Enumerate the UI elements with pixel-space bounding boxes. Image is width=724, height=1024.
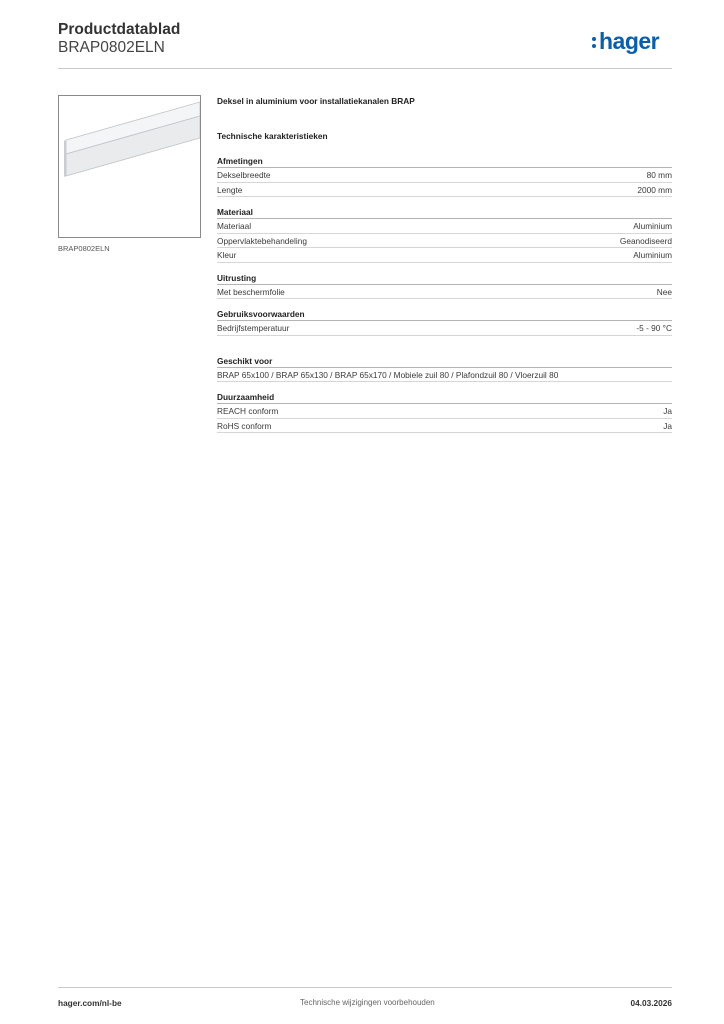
brand-name: hager bbox=[599, 28, 660, 54]
product-code: BRAP0802ELN bbox=[58, 39, 165, 56]
section-title: Geschikt voor bbox=[217, 355, 672, 368]
spec-row bbox=[217, 368, 672, 383]
section-uitrusting bbox=[217, 272, 672, 300]
section-gebruiksvoorwaarden bbox=[217, 308, 672, 336]
spec-label: Kleur bbox=[217, 250, 237, 260]
spec-label: Dekselbreedte bbox=[217, 170, 271, 180]
section-title: Uitrusting bbox=[217, 272, 672, 285]
characteristics-heading: Technische karakteristieken bbox=[217, 131, 328, 141]
section-title: Gebruiksvoorwaarden bbox=[217, 308, 672, 321]
spec-row bbox=[217, 183, 672, 198]
footer-divider bbox=[58, 987, 672, 988]
logo-dots-icon bbox=[592, 34, 597, 50]
footer-website-link[interactable]: hager.com/nl-be bbox=[58, 998, 122, 1008]
spec-row bbox=[217, 419, 672, 434]
spec-row bbox=[217, 248, 672, 263]
section-geschikt-voor bbox=[217, 355, 672, 383]
compatible-products: BRAP 65x100 / BRAP 65x130 / BRAP 65x170 / Mobiele zuil 80 / Plafondzuil 80 / Vloerzuil 80 bbox=[217, 369, 559, 380]
spec-value: 2000 mm bbox=[637, 184, 672, 195]
spec-row bbox=[217, 285, 672, 300]
product-description: Deksel in aluminium voor installatiekanalen BRAP bbox=[217, 96, 415, 106]
section-title: Afmetingen bbox=[217, 155, 672, 168]
spec-row bbox=[217, 219, 672, 234]
section-title: Duurzaamheid bbox=[217, 391, 672, 404]
spec-value: Ja bbox=[663, 406, 672, 416]
spec-value: Ja bbox=[663, 420, 672, 431]
spec-row bbox=[217, 321, 672, 336]
document-title: Productdatablad bbox=[58, 21, 181, 38]
spec-label: Oppervlaktebehandeling bbox=[217, 235, 307, 246]
specifications bbox=[217, 95, 672, 433]
header-divider bbox=[58, 68, 672, 69]
section-afmetingen bbox=[217, 155, 672, 197]
section-materiaal bbox=[217, 206, 672, 263]
spec-label: REACH conform bbox=[217, 406, 279, 416]
spec-label: Bedrijfstemperatuur bbox=[217, 323, 290, 333]
spec-label: Materiaal bbox=[217, 221, 252, 231]
section-duurzaamheid bbox=[217, 391, 672, 433]
footer-date: 04.03.2026 bbox=[630, 998, 672, 1008]
spec-label: Lengte bbox=[217, 184, 243, 195]
spec-label: Met beschermfolie bbox=[217, 286, 285, 297]
spec-value: Aluminium bbox=[633, 250, 672, 260]
spec-row bbox=[217, 404, 672, 419]
footer-notice: Technische wijzigingen voorbehouden bbox=[300, 998, 435, 1007]
spec-value: 80 mm bbox=[646, 170, 672, 180]
product-image-caption: BRAP0802ELN bbox=[58, 244, 110, 253]
spec-value: Nee bbox=[656, 286, 672, 297]
spec-row bbox=[217, 234, 672, 249]
spec-value: Geanodiseerd bbox=[619, 235, 672, 246]
spec-value: Aluminium bbox=[633, 221, 672, 231]
spec-label: RoHS conform bbox=[217, 420, 272, 431]
cover-profile-illustration bbox=[59, 96, 200, 237]
section-title: Materiaal bbox=[217, 206, 672, 219]
hager-logo bbox=[592, 28, 659, 55]
product-image bbox=[58, 95, 201, 238]
spec-value: -5 - 90 °C bbox=[636, 323, 672, 333]
spec-row bbox=[217, 168, 672, 183]
